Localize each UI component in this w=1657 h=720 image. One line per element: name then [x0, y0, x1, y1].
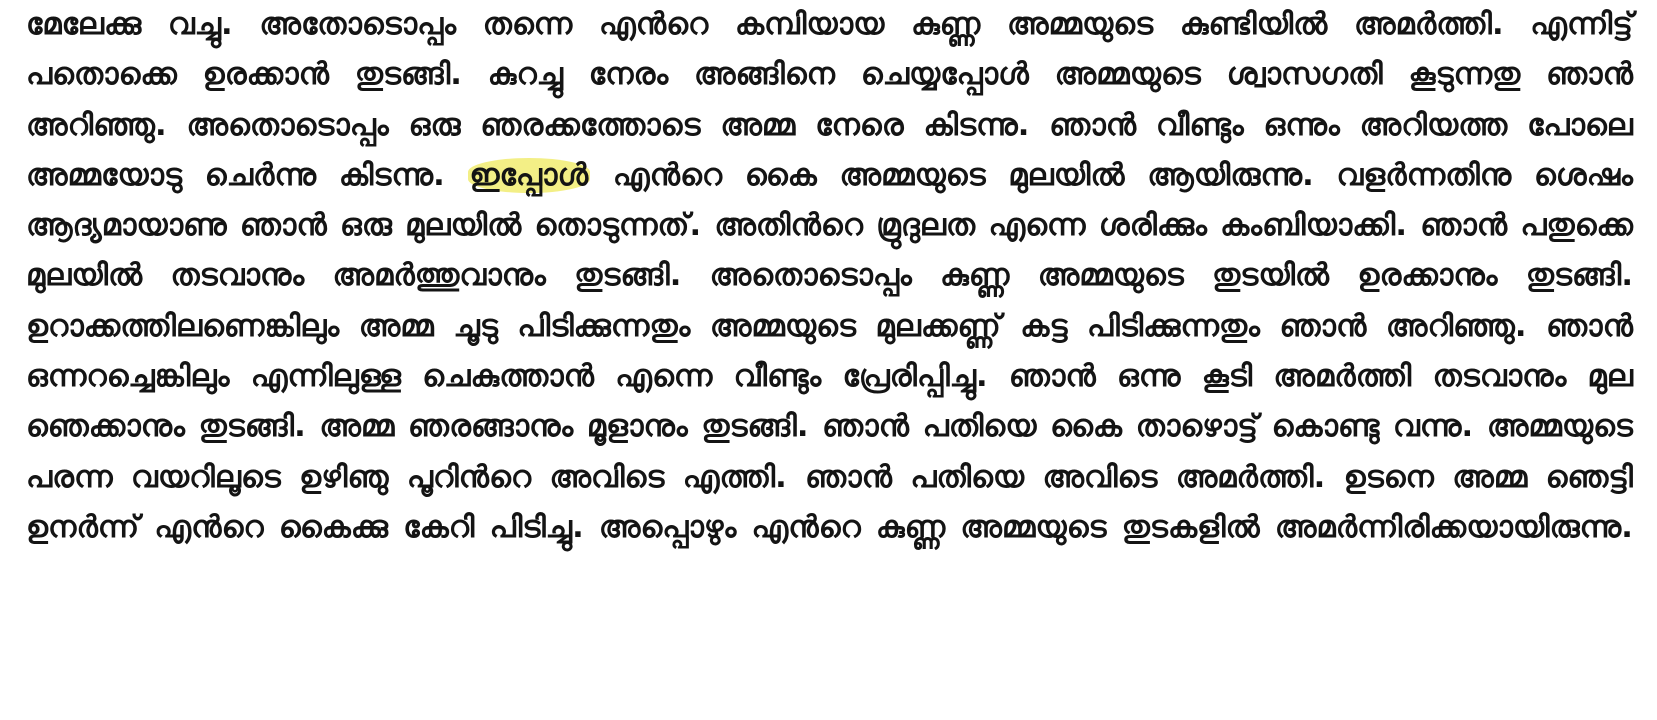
paragraph-text-part-2: എന്‍റെ കൈ അമ്മയുടെ മുലയില്‍ ആയിരുന്നു. വളര്‍ന്നതിനു ശെഷം ആദ്യമായാണു ഞാന്‍ ഒരു മുലയില്‍ തൊടുന്നത്. അതിന്‍റെ മ്രുദുലത എന്നെ ശരിക്കും കംബിയാക്കി. ഞാന്‍ പതുക്കെ മുലയില്‍ തടവാനും അമര്‍ത്തുവാനും തുടങ്ങി. അതൊടൊപ്പം കുണ്ണ അമ്മയുടെ തുടയില്‍ ഉരക്കാനും തുടങ്ങി. ഉറാക്കത്തിലണെങ്കിലും അമ്മ ചൂടു പിടിക്കുന്നതും അമ്മയുടെ മുലക്കണ്ണ് കട്ട പിടിക്കുന്നതും ഞാന്‍ അറിഞ്ഞു. ഞാന്‍ ഒന്നറച്ചെങ്കിലും എന്നിലുള്ള ചെകുത്താന്‍ എന്നെ വീണ്ടും പ്രേരിപ്പിച്ചു. ഞാന്‍ ഒന്നു കൂടി അമര്‍ത്തി തടവാനും മുല ഞെക്കാനും തുടങ്ങി. അമ്മ ഞരങ്ങാനും മൂളാനും തുടങ്ങി. ഞാന്‍ പതിയെ കൈ താഴൊട്ട് കൊണ്ടു വന്നു. അമ്മയുടെ പരന്ന വയറിലൂടെ ഉഴിഞു പൂറിന്‍റെ അവിടെ എത്തി. ഞാന്‍ പതിയെ അവിടെ അമര്‍ത്തി. ഉടനെ അമ്മ ഞെട്ടി ഉനര്‍ന്ന് എന്‍റെ കൈക്കു കേറി പിടിച്ചു. അപ്പൊഴും എന്‍റെ കുണ്ണ അമ്മയുടെ തുടകളില്‍ അമര്‍ന്നിരിക്കയായിരുന്നു. [26, 157, 1633, 545]
paragraph-text-part-1: മേലേക്കു വച്ചു. അതോടൊപ്പം തന്നെ എന്‍റെ കമ്പിയായ കുണ്ണ അമ്മയുടെ കുണ്ടിയില്‍ അമര്‍ത്തി. എന്നിട്ട് പതൊക്കെ ഉരക്കാന്‍ തുടങ്ങി. കുറച്ചു നേരം അങ്ങിനെ ചെയ്യപ്പോള്‍ അമ്മയുടെ ശ്വാസഗതി കൂടുന്നതു ഞാന്‍ അറിഞ്ഞു. അതൊടൊപ്പം ഒരു ഞരക്കത്തോടെ അമ്മ നേരെ കിടന്നു. ഞാന്‍ വീണ്ടും ഒന്നും അറിയത്ത പോലെ അമ്മയോടു ചെര്‍ന്നു കിടന്നു. [26, 7, 1633, 193]
paragraph [26, 0, 1633, 604]
highlighted-word: ഇപ്പോള്‍ [469, 157, 589, 193]
document-text-block [26, 0, 1633, 604]
